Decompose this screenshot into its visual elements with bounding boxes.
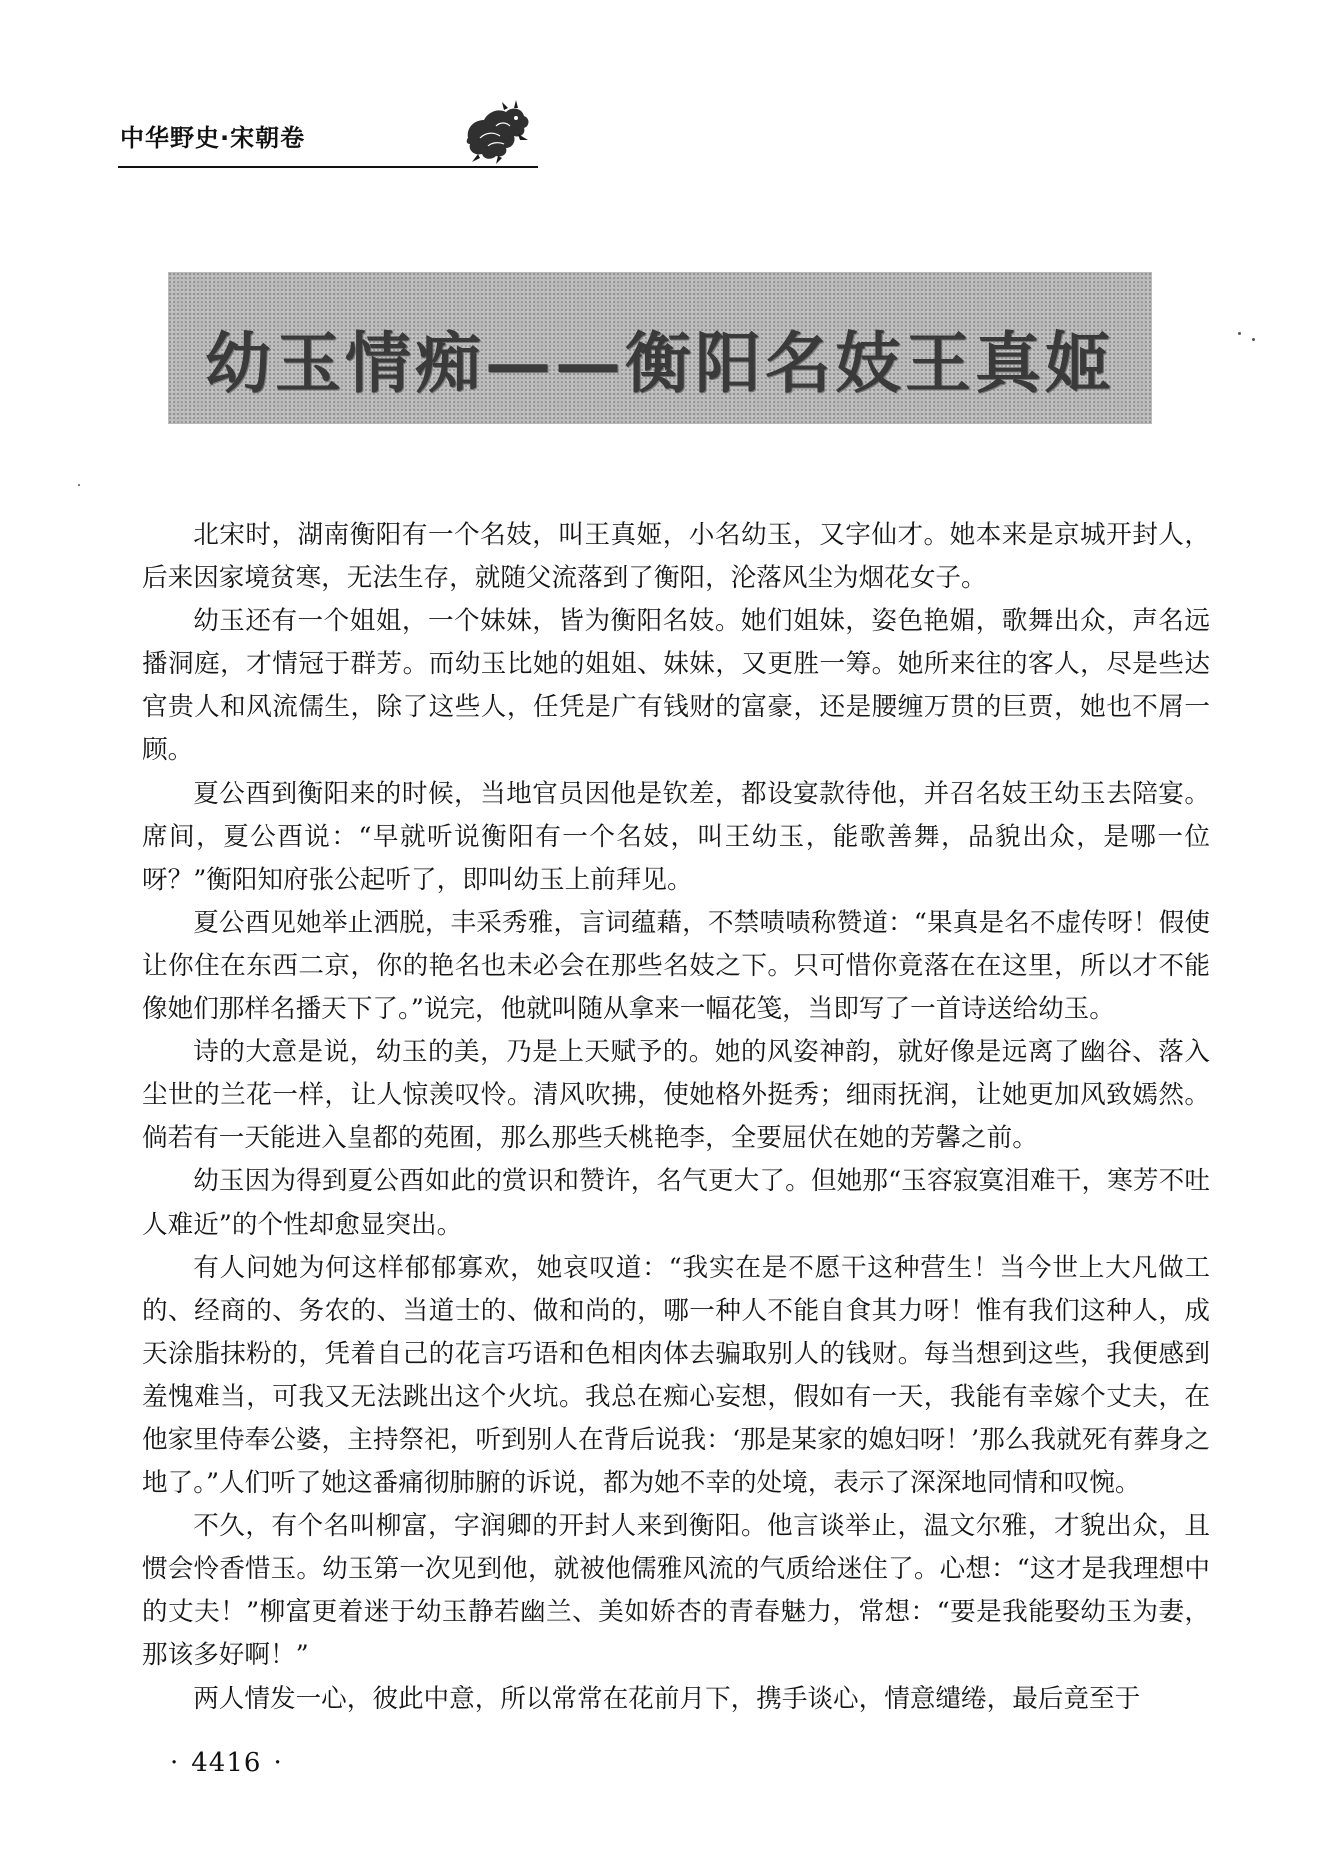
header-rule <box>118 166 538 168</box>
article-body <box>142 514 1210 1721</box>
scan-speck <box>1252 338 1255 341</box>
paragraph: 夏公酉见她举止洒脱，丰采秀雅，言词蕴藉，不禁啧啧称赞道：“果真是名不虚传呀！假使让你住在东西二京，你的艳名也未必会在那些名妓之下。只可惜你竟落在在这里，所以才不能像她们那样名播天下了。”说完，他就叫随从拿来一幅花笺，当即写了一首诗送给幼玉。 <box>142 907 1210 1025</box>
paragraph: 两人情发一心，彼此中意，所以常常在花前月下，携手谈心，情意缱绻，最后竟至于 <box>193 1683 1141 1714</box>
paragraph: 幼玉还有一个姐姐，一个妹妹，皆为衡阳名妓。她们姐妹，姿色艳媚，歌舞出众，声名远播洞庭，才情冠于群芳。而幼玉比她的姐姐、妹妹，又更胜一筹。她所来往的客人，尽是些达官贵人和风流儒生，除了这些人，任凭是广有钱财的富豪，还是腰缠万贯的巨贾，她也不屑一顾。 <box>142 606 1210 766</box>
paragraph: 诗的大意是说，幼玉的美，乃是上天赋予的。她的风姿神韵，就好像是远离了幽谷、落入尘世的兰花一样，让人惊羡叹怜。清风吹拂，使她格外挺秀；细雨抚润，让她更加风致嫣然。倘若有一天能进入皇都的苑囿，那么那些夭桃艳李，全要屈伏在她的芳馨之前。 <box>142 1037 1210 1154</box>
dragon-ornament-icon <box>458 98 534 164</box>
paragraph: 北宋时，湖南衡阳有一个名妓，叫王真姬，小名幼玉，又字仙才。她本来是京城开封人，后来因家境贫寒，无法生存，就随父流落到了衡阳，沦落风尘为烟花女子。 <box>142 520 1210 594</box>
folio-dot: · <box>170 1748 180 1778</box>
folio-dot: · <box>273 1748 283 1778</box>
page-number: 4416 <box>191 1748 262 1778</box>
paragraph: 幼玉因为得到夏公酉如此的赏识和赞许，名气更大了。但她那“玉容寂寞泪难干，寒芳不吐人难近”的个性却愈显突出。 <box>142 1166 1210 1240</box>
scan-speck <box>78 484 80 486</box>
running-head: 中华野史·宋朝卷 <box>120 124 306 152</box>
page-folio <box>158 1748 295 1778</box>
paragraph: 不久，有个名叫柳富，字润卿的开封人来到衡阳。他言谈举止，温文尔雅，才貌出众，且惯会怜香惜玉。幼玉第一次见到他，就被他儒雅风流的气质给迷住了。心想：“这才是我理想中的丈夫！”柳富更着迷于幼玉静若幽兰、美如娇杏的青春魅力，常想：“要是我能娶幼玉为妻，那该多好啊！” <box>142 1511 1210 1671</box>
scan-speck <box>1238 332 1241 335</box>
title-banner <box>168 272 1152 424</box>
article-title: 幼玉情痴——衡阳名妓王真姬 <box>205 324 1115 402</box>
paragraph: 夏公酉到衡阳来的时候，当地官员因他是钦差，都设宴款待他，并召名妓王幼玉去陪宴。席间，夏公酉说：“早就听说衡阳有一个名妓，叫王幼玉，能歌善舞，品貌出众，是哪一位呀？”衡阳知府张公起听了，即叫幼玉上前拜见。 <box>142 778 1210 895</box>
paragraph: 有人问她为何这样郁郁寡欢，她哀叹道：“我实在是不愿干这种营生！当今世上大凡做工的、经商的、务农的、当道士的、做和尚的，哪一种人不能自食其力呀！惟有我们这种人，成天涂脂抹粉的，凭着自己的花言巧语和色相肉体去骗取别人的钱财。每当想到这些，我便感到羞愧难当，可我又无法跳出这个火坑。我总在痴心妄想，假如有一天，我能有幸嫁个丈夫，在他家里侍奉公婆，主持祭祀，听到别人在背后说我：‘那是某家的媳妇呀！’那么我就死有葬身之地了。”人们听了她这番痛彻肺腑的诉说，都为她不幸的处境，表示了深深地同情和叹惋。 <box>142 1252 1210 1499</box>
